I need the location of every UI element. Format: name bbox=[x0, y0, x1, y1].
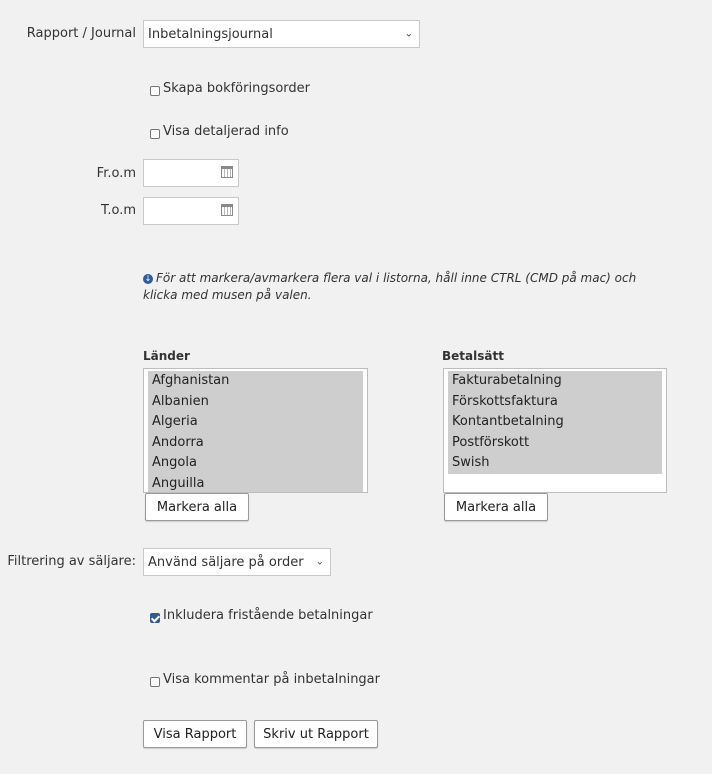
report-select[interactable] bbox=[143, 20, 420, 48]
countries-heading: Länder bbox=[143, 349, 190, 363]
report-select-value: Inbetalningsjournal bbox=[148, 26, 273, 42]
info-icon: ↓ bbox=[144, 274, 152, 283]
list-item[interactable]: Andorra bbox=[148, 433, 363, 454]
seller-filter-value: Använd säljare på order bbox=[148, 554, 304, 570]
list-item[interactable]: Postförskott bbox=[448, 433, 662, 454]
seller-filter-select[interactable] bbox=[143, 548, 331, 576]
chevron-down-icon: ⌄ bbox=[404, 28, 413, 40]
from-date-label: Fr.o.m bbox=[96, 166, 136, 181]
show-report-button[interactable]: Visa Rapport bbox=[143, 720, 247, 748]
list-item[interactable]: Albanien bbox=[148, 392, 363, 413]
list-item[interactable]: Algeria bbox=[148, 412, 363, 433]
chevron-down-icon: ⌄ bbox=[315, 556, 324, 568]
info-text: För att markera/avmarkera flera val i listorna, håll inne CTRL (CMD på mac) och klicka med musen på valen. bbox=[143, 271, 637, 302]
include-standalone-checkbox[interactable] bbox=[150, 613, 160, 623]
countries-select-all-button[interactable]: Markera alla bbox=[145, 493, 249, 521]
from-date-input[interactable] bbox=[143, 159, 239, 187]
payment-methods-select-all-button[interactable]: Markera alla bbox=[444, 493, 548, 521]
multi-select-info bbox=[143, 270, 673, 304]
payment-methods-heading: Betalsätt bbox=[442, 349, 504, 363]
list-item[interactable]: Anguilla bbox=[148, 474, 363, 494]
list-item[interactable]: Swish bbox=[448, 453, 662, 474]
calendar-icon[interactable] bbox=[221, 168, 233, 178]
detailed-info-checkbox[interactable] bbox=[150, 129, 160, 139]
show-comment-checkbox[interactable] bbox=[150, 677, 160, 687]
calendar-icon[interactable] bbox=[221, 206, 233, 216]
seller-filter-label: Filtrering av säljare: bbox=[7, 554, 136, 569]
create-booking-checkbox[interactable] bbox=[150, 86, 160, 96]
list-item[interactable]: Angola bbox=[148, 453, 363, 474]
print-report-button[interactable]: Skriv ut Rapport bbox=[254, 720, 378, 748]
to-date-label: T.o.m bbox=[100, 203, 136, 218]
detailed-info-label: Visa detaljerad info bbox=[163, 124, 289, 139]
list-item[interactable]: Kontantbetalning bbox=[448, 412, 662, 433]
show-comment-label: Visa kommentar på inbetalningar bbox=[163, 672, 380, 687]
list-item[interactable]: Afghanistan bbox=[148, 371, 363, 392]
list-item[interactable]: Förskottsfaktura bbox=[448, 392, 662, 413]
countries-listbox[interactable] bbox=[143, 368, 368, 493]
report-label: Rapport / Journal bbox=[26, 26, 136, 41]
to-date-input[interactable] bbox=[143, 197, 239, 225]
include-standalone-label: Inkludera fristående betalningar bbox=[163, 608, 373, 623]
create-booking-label: Skapa bokföringsorder bbox=[163, 81, 311, 96]
list-item[interactable]: Fakturabetalning bbox=[448, 371, 662, 392]
payment-methods-listbox[interactable] bbox=[443, 368, 667, 493]
